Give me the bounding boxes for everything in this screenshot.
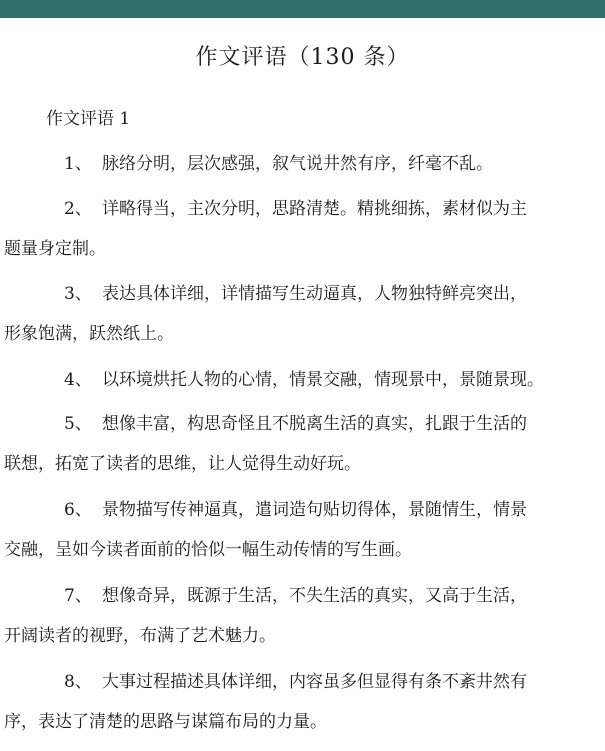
item-text: 景物描写传神逼真，遣词造句贴切得体，景随情生，情景: [102, 500, 527, 520]
comment-item-3: [0, 274, 605, 354]
comment-item-5: [0, 404, 605, 484]
section-heading: 作文评语 1: [46, 109, 131, 129]
item-text-continued: 题量身定制。: [4, 239, 106, 259]
item-text: 表达具体详细，详情描写生动逼真，人物独特鲜亮突出，: [102, 284, 527, 304]
item-number: 3、: [64, 284, 92, 304]
item-text-continued: 序，表达了清楚的思路与谋篇布局的力量。: [4, 712, 327, 732]
item-number: 2、: [64, 199, 92, 219]
item-text: 想像丰富，构思奇怪且不脱离生活的真实，扎跟于生活的: [102, 414, 527, 434]
item-text: 以环境烘托人物的心情，情景交融，情现景中，景随景现。: [102, 370, 544, 390]
item-text-continued: 联想，拓宽了读者的思维，让人觉得生动好玩。: [4, 454, 361, 474]
comment-item-8: [0, 662, 605, 742]
comment-item-4: [0, 360, 605, 400]
item-number: 1、: [64, 154, 92, 174]
item-number: 4、: [64, 370, 92, 390]
item-text: 详略得当，主次分明，思路清楚。精挑细拣，素材似为主: [102, 199, 527, 219]
item-text: 大事过程描述具体详细，内容虽多但显得有条不紊井然有: [102, 672, 527, 692]
item-text: 想像奇异，既源于生活，不失生活的真实，又高于生活，: [102, 586, 527, 606]
item-text: 脉络分明，层次感强，叙气说井然有序，纤毫不乱。: [102, 154, 493, 174]
top-header-bar: [0, 0, 605, 18]
item-text-continued: 开阔读者的视野，布满了艺术魅力。: [4, 626, 276, 646]
item-number: 6、: [64, 500, 92, 520]
item-number: 8、: [64, 672, 92, 692]
comment-item-2: [0, 189, 605, 269]
item-number: 7、: [64, 586, 92, 606]
document-title: 作文评语（130 条）: [195, 45, 410, 70]
item-number: 5、: [64, 414, 92, 434]
comment-item-6: [0, 490, 605, 570]
comment-item-1: [0, 144, 605, 184]
comment-item-7: [0, 576, 605, 656]
item-text-continued: 形象饱满，跃然纸上。: [4, 324, 174, 344]
document-page: [0, 18, 605, 751]
item-text-continued: 交融，呈如今读者面前的恰似一幅生动传情的写生画。: [4, 540, 412, 560]
